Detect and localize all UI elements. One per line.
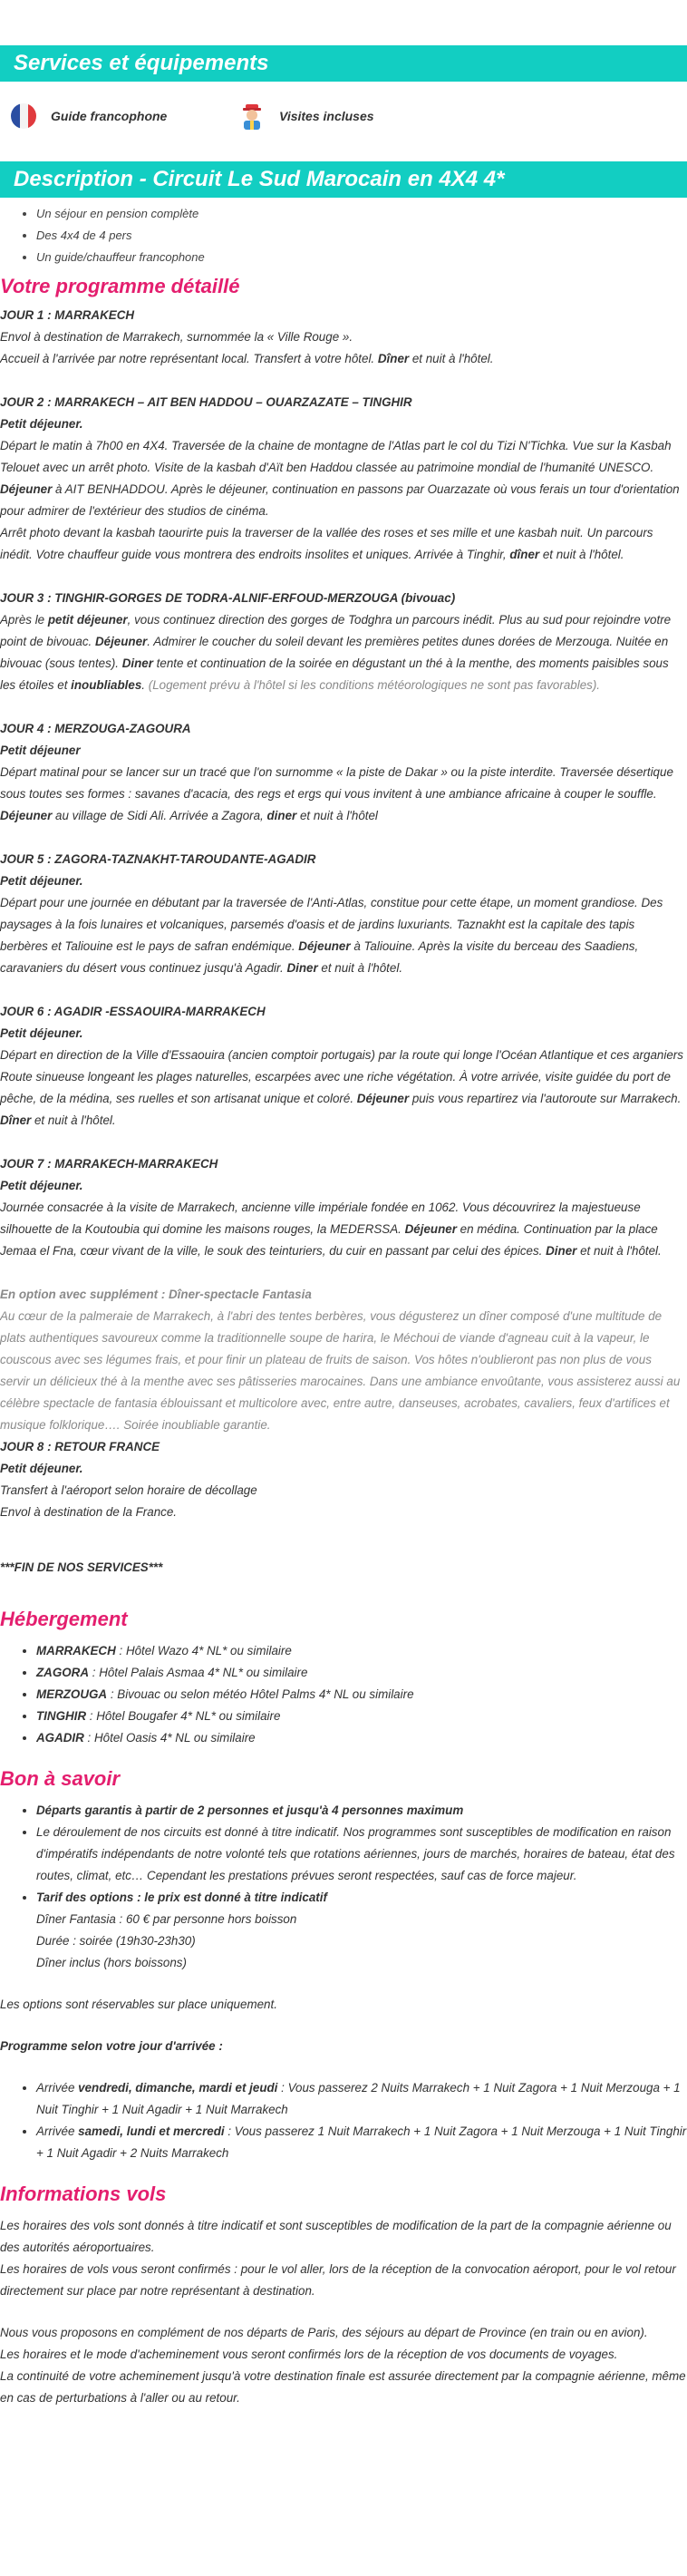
end-services: ***FIN DE NOS SERVICES*** [0, 1560, 163, 1575]
day-subtitle: Petit déjeuner. [0, 1026, 83, 1040]
vols-text: Les horaires et le mode d'acheminement vous seront confirmés lors de la réception de vos documents de voyages. [0, 2348, 618, 2362]
list-item: • TINGHIR : Hôtel Bougafer 4* NL* ou similaire [36, 1706, 687, 1727]
description-banner [0, 161, 687, 198]
options-note: Les options sont réservables sur place uniquement. [0, 1998, 277, 2012]
hebergement-list [0, 1640, 687, 1749]
list-item: • Arrivée samedi, lundi et mercredi : Vous passerez 1 Nuit Marrakech + 1 Nuit Zagora + 1 Nuit Merzouga + 1 Nuit Tinghir + 1 Nuit Agadir + 2 Nuits Marrakech [36, 2121, 687, 2164]
vols-content [0, 2215, 687, 2409]
list-item: • MARRAKECH : Hôtel Wazo 4* NL* ou similaire [36, 1640, 687, 1662]
day-title: JOUR 2 : MARRAKECH – AIT BEN HADDOU – OUARZAZATE – TINGHIR [0, 395, 412, 409]
day-6 [0, 1001, 683, 1132]
day-text: Envol à destination de la France. [0, 1505, 178, 1519]
list-item: • Arrivée vendredi, dimanche, mardi et jeudi : Vous passerez 2 Nuits Marrakech + 1 Nuit Zagora + 1 Nuit Merzouga + 1 Nuit Tinghir + 1 Nuit Agadir + 1 Nuit Marrakech [36, 2077, 687, 2121]
vols-text: Les horaires des vols sont donnés à titre indicatif et sont susceptibles de modification de la part de la compagnie aérienne ou des autorités aéroportuaires. [0, 2219, 672, 2255]
day-1 [0, 305, 683, 370]
list-item: • Des 4x4 de 4 pers [36, 225, 687, 247]
day-subtitle: Petit déjeuner. [0, 874, 83, 888]
programme-title: Votre programme détaillé [0, 275, 240, 297]
day-text: Arrêt photo devant la kasbah taourirte puis la traverser de la vallée des roses et ses mille et une kasbah nuit. Un parcours inédit. Votre chauffeur guide vous montrera des endroits insolites et uniques. Arrivée à Tinghir, dîner et nuit à l'hôtel. [0, 526, 653, 561]
day-subtitle: Petit déjeuner [0, 744, 81, 757]
day-text: Transfert à l'aéroport selon horaire de décollage [0, 1483, 257, 1497]
description-title: Description - Circuit Le Sud Marocain en 4X4 4* [14, 167, 505, 191]
vols-text: La continuité de votre acheminement jusqu'à votre destination finale est assurée directement par la compagnie aérienne, même en cas de perturbations à l'aller ou au retour. [0, 2369, 686, 2406]
day-5 [0, 849, 683, 979]
services-title: Services et équipements [14, 51, 269, 75]
list-item: • Un guide/chauffeur francophone [36, 247, 687, 268]
feature-label: Visites incluses [279, 109, 374, 123]
day-title: JOUR 8 : RETOUR FRANCE [0, 1440, 160, 1453]
french-flag-icon [9, 102, 38, 131]
day-subtitle: Petit déjeuner. [0, 417, 83, 431]
features-row [0, 94, 687, 138]
day-text: Envol à destination de Marrakech, surnommée la « Ville Rouge ». [0, 330, 353, 344]
list-item: • Tarif des options : le prix est donné à titre indicatif Dîner Fantasia : 60 € par personne hors boisson Durée : soirée (19h30-23h30) Dîner inclus (hors boissons) [36, 1887, 687, 1974]
day-text: Accueil à l'arrivée par notre représentant local. Transfert à votre hôtel. Dîner et nuit à l'hôtel. [0, 352, 494, 365]
day-title: JOUR 4 : MERZOUGA-ZAGOURA [0, 722, 191, 735]
feature-label: Guide francophone [51, 109, 168, 123]
hebergement-title: Hébergement [0, 1608, 128, 1631]
day-8 [0, 1436, 683, 1523]
description-list [0, 203, 687, 268]
day-title: JOUR 3 : TINGHIR-GORGES DE TODRA-ALNIF-ERFOUD-MERZOUGA (bivouac) [0, 591, 456, 605]
day-title: JOUR 6 : AGADIR -ESSAOUIRA-MARRAKECH [0, 1005, 266, 1018]
day-text: Départ le matin à 7h00 en 4X4. Traversée de la chaine de montagne de l'Atlas part le col du Tizi N'Tichka. Vue sur la Kasbah Telouet avec un arrêt photo. Visite de la kasbah d'Aït ben Haddou classée au patrimoine mondial de l'humanité UNESCO. Déjeuner à AIT BENHADDOU. Après le déjeuner, continuation en passons par Ouarzazate où vous ferais un tour d'orientation pour admirer de l'extérieur des studios de cinéma. [0, 439, 680, 518]
list-item: • ZAGORA : Hôtel Palais Asmaa 4* NL* ou similaire [36, 1662, 687, 1684]
day-2 [0, 392, 683, 566]
vols-title: Informations vols [0, 2182, 167, 2206]
arrival-title: Programme selon votre jour d'arrivée : [0, 2039, 223, 2054]
day-title: JOUR 5 : ZAGORA-TAZNAKHT-TAROUDANTE-AGADIR [0, 852, 316, 866]
feature-guide-francophone [9, 94, 167, 138]
vols-text: Les horaires de vols vous seront confirmés : pour le vol aller, lors de la réception de la convocation aéroport, pour le vol retour directement sur place par notre représentant à destination. [0, 2262, 676, 2299]
day-text: Départ pour une journée en débutant par la traversée de l'Anti-Atlas, constitue pour cette étape, un moment grandiose. Des paysages à la fois lunaires et volcaniques, parsemés d'oasis et de jardins luxuriants. Taznakht est la capitale des tapis berbères et Taliouine est le pays de safran endémique. Déjeuner à Taliouine. Après la visite du berceau des Saadiens, caravaniers du désert vous continuez jusqu'à Agadir. Diner et nuit à l'hôtel. [0, 896, 663, 975]
day-subtitle: Petit déjeuner. [0, 1462, 83, 1475]
day-text: Départ matinal pour se lancer sur un tracé que l'on surnomme « la piste de Dakar » ou la piste interdite. Traversée désertique sous toutes ses formes : savanes d'acacia, des regs et ergs qui vous invitent à une ambiance africaine à couper le souffle. Déjeuner au village de Sidi Ali. Arrivée a Zagora, diner et nuit à l'hôtel [0, 765, 673, 822]
day-text: Journée consacrée à la visite de Marrakech, ancienne ville impériale fondée en 1062. Vous découvrirez la majestueuse silhouette de la Koutoubia qui domine les maisons rouges, la MEDERSSA. Déjeuner en médina. Continuation par la place Jemaa el Fna, cœur vivant de la ville, le souk des teinturiers, du cuir en passant par celui des épices. Diner et nuit à l'hôtel. [0, 1201, 662, 1258]
day-title: JOUR 1 : MARRAKECH [0, 308, 135, 322]
arrival-list [0, 2077, 687, 2164]
list-item: • Le déroulement de nos circuits est donné à titre indicatif. Nos programmes sont susceptibles de modification en raison d'impératifs indépendants de notre volonté tels que rotations aériennes, jours de marchés, horaires de bateau, état des routes, climat, etc… Cependant les prestations prévues seront respectées, sauf cas de force majeur. [36, 1822, 687, 1887]
day-4 [0, 718, 683, 827]
day-text: Départ en direction de la Ville d'Essaouira (ancien comptoir portugais) par la route qui longe l'Océan Atlantique et ces arganiers Route sinueuse longeant les plages naturelles, escarpées avec une riche végétation. À votre arrivée, visite guidée du port de pêche, de la médina, ses ruelles et son artisanat unique et coloré. Déjeuner puis vous repartirez via l'autoroute sur Marrakech. Dîner et nuit à l'hôtel. [0, 1048, 683, 1127]
services-banner [0, 45, 687, 82]
day-subtitle: Petit déjeuner. [0, 1179, 83, 1192]
bon-a-savoir-list [0, 1800, 687, 1974]
page [0, 45, 687, 2409]
feature-visites-incluses [237, 94, 374, 138]
guide-person-icon [237, 102, 266, 131]
list-item: • Un séjour en pension complète [36, 203, 687, 225]
list-item: • AGADIR : Hôtel Oasis 4* NL ou similaire [36, 1727, 687, 1749]
day-text: Après le petit déjeuner, vous continuez direction des gorges de Todghra un parcours inédit. Plus au sud pour rejoindre votre point de bivouac. Déjeuner. Admirer le coucher du soleil devant les premières petites dunes dorées de Merzouga. Nuitée en bivouac (sous tentes). Diner tente et continuation de la soirée en dégustant un thé à la menthe, des moments paisibles sous les étoiles et inoubliables. (Logement prévu à l'hôtel si les conditions météorologiques ne sont pas favorables). [0, 613, 672, 692]
list-item: • MERZOUGA : Bivouac ou selon météo Hôtel Palms 4* NL ou similaire [36, 1684, 687, 1706]
programme-content [0, 305, 687, 1579]
option-text: Au cœur de la palmeraie de Marrakech, à l'abri des tentes berbères, vous dégusterez un dîner composé d'une multitude de plats authentiques savoureux comme la traditionnelle soupe de harira, le Méchoui de viande d'agneau cuit à la vapeur, le couscous avec ses légumes frais, et pour finir un plateau de fruits de saison. Vos hôtes n'oublieront pas non plus de vous servir un délicieux thé à la menthe avec ses pâtisseries marocaines. Dans une ambiance envoûtante, vous assisterez aussi au célèbre spectacle de fantasia éblouissant et multicolore avec, entre autre, danseuses, acrobates, cavaliers, feux d'artifices et musique folklorique…. Soirée inoubliable garantie. [0, 1309, 681, 1432]
day-3 [0, 588, 683, 696]
list-item: • Départs garantis à partir de 2 personnes et jusqu'à 4 personnes maximum [36, 1800, 687, 1822]
bon-a-savoir-title: Bon à savoir [0, 1767, 121, 1791]
vols-text: Nous vous proposons en complément de nos départs de Paris, des séjours au départ de Province (en train ou en avion). [0, 2326, 648, 2340]
day-7 [0, 1153, 683, 1262]
option-title: En option avec supplément : Dîner-spectacle Fantasia [0, 1288, 312, 1301]
day-title: JOUR 7 : MARRAKECH-MARRAKECH [0, 1157, 218, 1171]
option-fantasia [0, 1284, 683, 1436]
